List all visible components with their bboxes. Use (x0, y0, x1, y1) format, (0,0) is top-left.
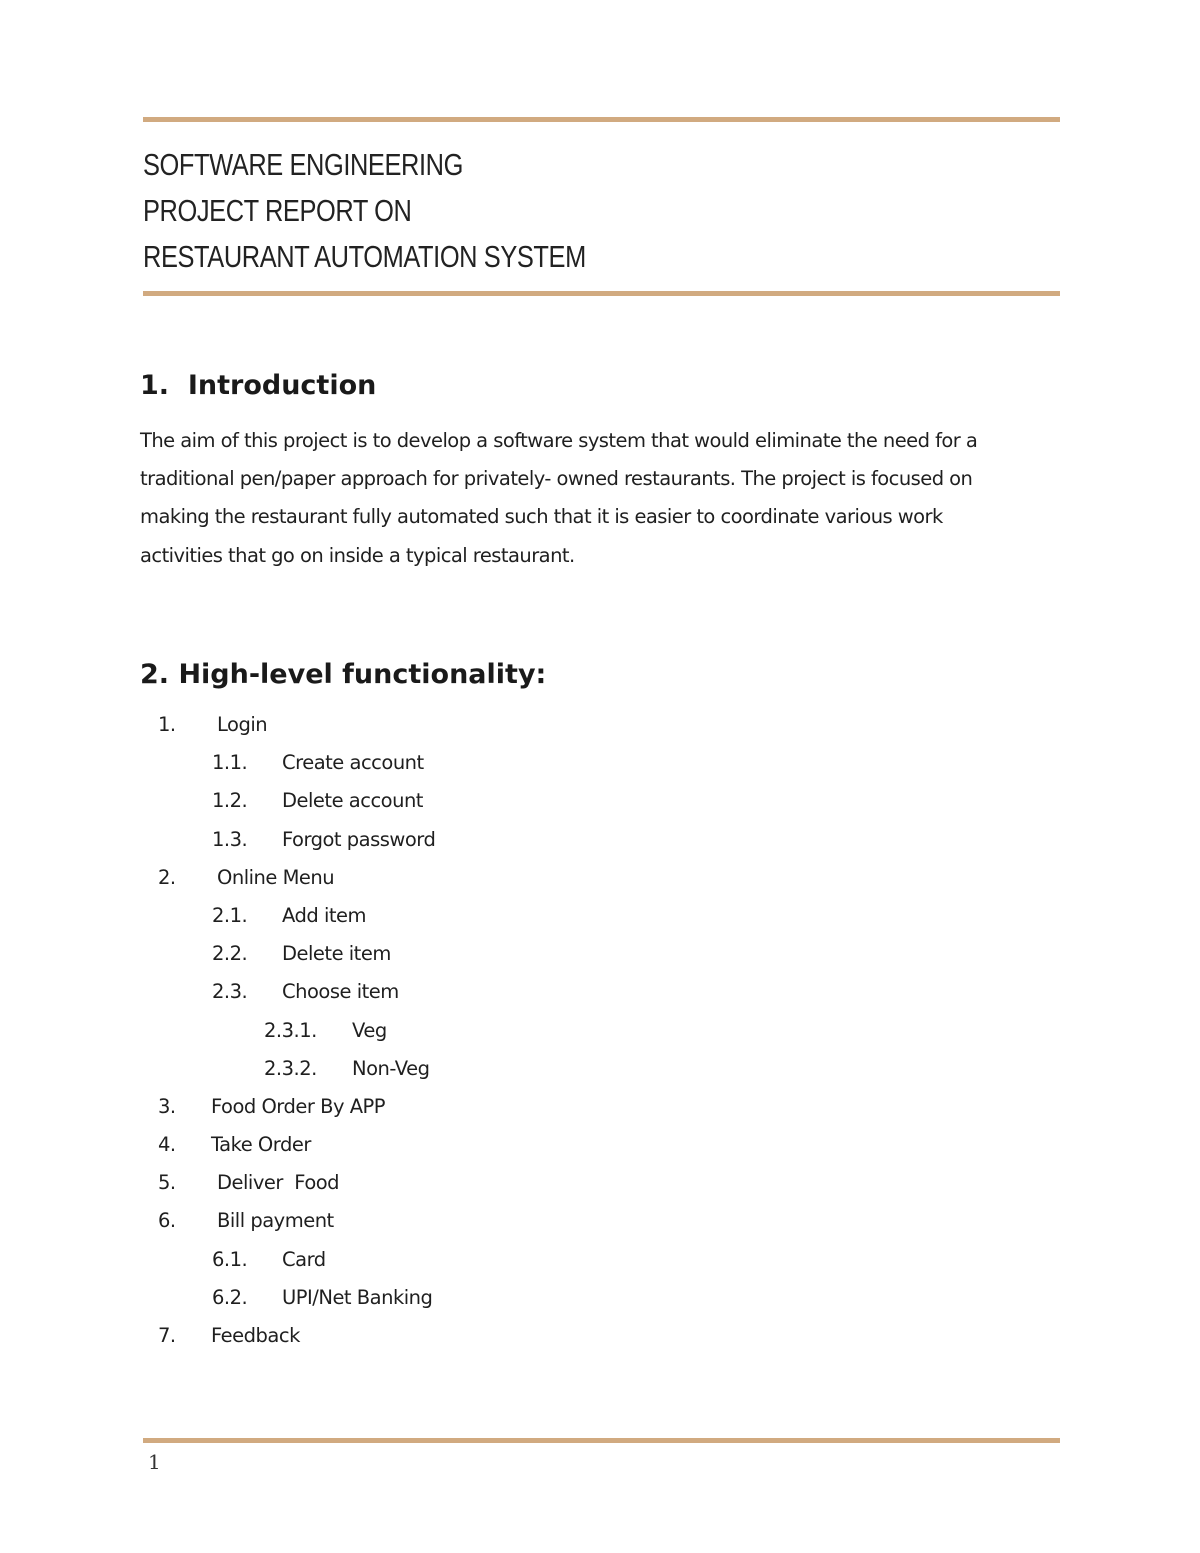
title-line-3: RESTAURANT AUTOMATION SYSTEM (143, 239, 586, 274)
list-item-text: Delete item (282, 942, 391, 966)
list-item (0, 859, 1200, 897)
list-item-number: 2.1. (212, 903, 248, 927)
document-title (143, 142, 1060, 280)
list-item-text: Forgot password (282, 827, 436, 851)
list-item (0, 1126, 1200, 1164)
footer-rule (143, 1438, 1060, 1443)
list-item-number: 1.1. (212, 751, 248, 775)
list-item (0, 782, 1200, 820)
list-item-text: Choose item (282, 980, 399, 1004)
list-item (0, 1241, 1200, 1279)
list-item-text: Take Order (211, 1133, 311, 1157)
list-item-number: 6.1. (212, 1247, 248, 1271)
list-item (0, 897, 1200, 935)
list-item-number: 2.3.2. (264, 1056, 317, 1080)
list-item-text: Non-Veg (352, 1056, 430, 1080)
list-item-number: 1.2. (212, 789, 248, 813)
list-item-text: Login (217, 713, 268, 736)
list-item-text: Online Menu (217, 865, 335, 889)
list-item (0, 744, 1200, 782)
list-item (0, 821, 1200, 859)
list-item-number: 5. (158, 1171, 176, 1195)
list-item (0, 1012, 1200, 1050)
list-item (0, 1279, 1200, 1317)
list-item-text: Feedback (211, 1324, 300, 1347)
list-item-number: 1. (158, 713, 176, 736)
list-item-number: 1.3. (212, 827, 248, 851)
list-item-text: Deliver Food (217, 1171, 340, 1195)
header-rule-top (143, 117, 1060, 122)
list-item-number: 4. (158, 1133, 176, 1157)
functionality-list (0, 706, 1200, 1355)
paragraph-line: traditional pen/paper approach for privately- owned restaurants. The project is focused on (140, 467, 973, 491)
functionality-heading: 2. High-level functionality: (140, 659, 547, 690)
paragraph-line: The aim of this project is to develop a software system that would eliminate the need for a (140, 429, 978, 452)
list-item-text: UPI/Net Banking (282, 1285, 433, 1309)
list-item (0, 973, 1200, 1011)
list-item-number: 6.2. (212, 1285, 248, 1309)
list-item-number: 2.3.1. (264, 1018, 317, 1042)
list-item-number: 7. (158, 1324, 176, 1347)
list-item (0, 706, 1200, 744)
list-item-text: Card (282, 1247, 326, 1271)
list-item (0, 1202, 1200, 1240)
list-item (0, 1088, 1200, 1126)
list-item (0, 935, 1200, 973)
list-item (0, 1317, 1200, 1355)
list-item-text: Veg (352, 1018, 387, 1042)
list-item (0, 1164, 1200, 1202)
list-item-text: Bill payment (217, 1209, 334, 1233)
introduction-paragraph (140, 422, 1070, 575)
list-item-number: 3. (158, 1094, 176, 1118)
list-item-number: 2.3. (212, 980, 248, 1004)
list-item-text: Create account (282, 751, 424, 775)
paragraph-line: making the restaurant fully automated such that it is easier to coordinate various work (140, 505, 943, 529)
list-item-text: Food Order By APP (211, 1094, 386, 1118)
title-line-1: SOFTWARE ENGINEERING (143, 147, 463, 182)
title-line-2: PROJECT REPORT ON (143, 193, 412, 228)
list-item-number: 2. (158, 865, 176, 889)
list-item-text: Add item (282, 903, 367, 927)
list-item-text: Delete account (282, 789, 423, 813)
introduction-heading: 1. Introduction (140, 370, 377, 401)
list-item-number: 2.2. (212, 942, 248, 966)
header-rule-bottom (143, 291, 1060, 296)
list-item (0, 1050, 1200, 1088)
page-number: 1 (148, 1450, 161, 1474)
paragraph-line: activities that go on inside a typical restaurant. (140, 543, 575, 567)
list-item-number: 6. (158, 1209, 176, 1233)
